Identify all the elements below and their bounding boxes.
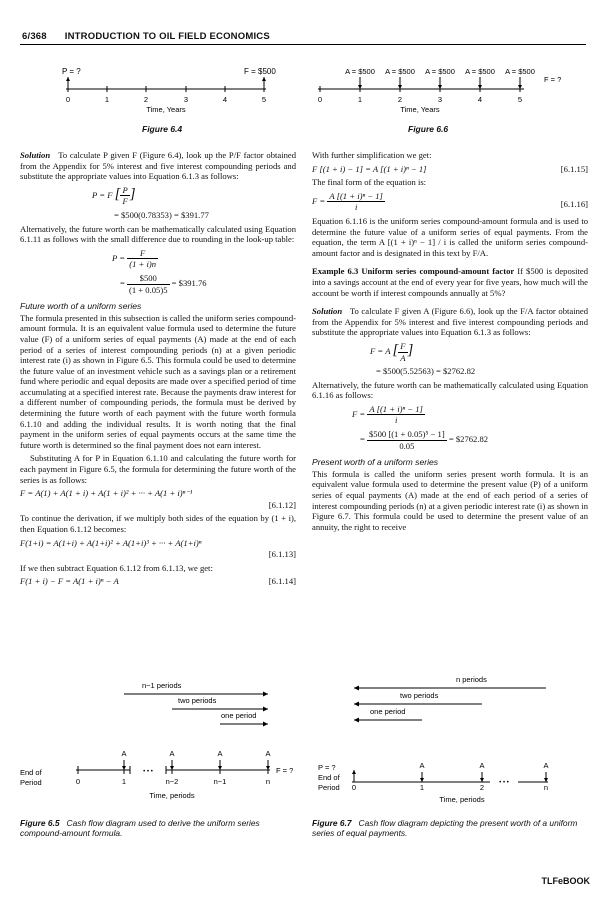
tick-n: n — [265, 777, 271, 786]
eq-pf: P = F [ $\frac{P}{F}$ ] — [92, 184, 136, 207]
eq-fa-value: = $500(5.52563) = $2762.82 — [376, 366, 476, 377]
eq-p-value: = $\frac{\$500}{(1 + 0.05)5}$ = $391.76 — [120, 272, 207, 295]
a-label-1: A = $500 — [345, 67, 375, 76]
eq-p: P = $\frac{F}{(1 + i)n}$ — [112, 247, 157, 270]
label-two-periods: two periods — [400, 691, 439, 700]
tick-n: n — [543, 783, 549, 792]
tick-n-2: n−2 — [165, 777, 179, 786]
end-of-label: End of — [318, 773, 340, 782]
figure-6-7-caption: Figure 6.7 Cash flow diagram depicting the present worth of a uniform series of equal payments. — [312, 818, 578, 839]
eq-f3: = $\frac{\text{\$500 [(1 + 0.05)⁵ − 1]}}{0.05}$ = $2762.82 — [360, 429, 489, 451]
tick-2: 2 — [397, 95, 403, 104]
figure-6-4-caption: Figure 6.4 — [142, 124, 183, 134]
a-2: A — [169, 749, 175, 758]
end-of-label: End of — [20, 768, 42, 777]
a-label-5: A = $500 — [505, 67, 535, 76]
tick-2: 2 — [479, 783, 485, 792]
section-future-worth: Future worth of a uniform series — [20, 301, 142, 312]
axis-label: Time, periods — [149, 791, 195, 800]
tick-3: 3 — [437, 95, 443, 104]
p-label: P = ? — [62, 67, 81, 76]
a-3: A — [543, 761, 549, 770]
eq-6-1-13-number: [6.1.13] — [268, 549, 296, 560]
label-two-periods: two periods — [178, 696, 217, 705]
tick-4: 4 — [222, 95, 228, 104]
eq-f2: F = $\frac{\text{A [(1 + i)ⁿ − 1]}}{i}$ — [352, 403, 423, 426]
paragraph-4: If we then subtract Equation 6.1.12 from 6.1.13, we get: — [20, 562, 213, 573]
tick-n-1: n−1 — [213, 777, 227, 786]
page-number: 6/368 — [22, 31, 47, 42]
figure-6-5 — [20, 676, 306, 808]
tick-1: 1 — [104, 95, 110, 104]
paragraph-3: To continue the derivation, if we multiply both sides of the equation by (1 + i), then Equation 6.1.12 becomes: — [20, 513, 296, 534]
eq-6-1-13: F(1+i) = A(1+i) + A(1+i)² + A(1+i)³ + ··· + A(1+i)ⁿ — [20, 537, 202, 548]
tick-0: 0 — [65, 95, 71, 104]
paragraph-2: Substituting A for P in Equation 6.1.10 and calculating the future worth for each payment in Figure 6.5, the formula for determining the future worth of the series is as follows: — [20, 453, 296, 485]
label-n-periods: n periods — [456, 676, 487, 684]
tick-5: 5 — [261, 95, 267, 104]
tick-0: 0 — [75, 777, 81, 786]
header-rule — [20, 44, 586, 45]
figure-6-4 — [40, 64, 290, 116]
left-column — [20, 150, 296, 590]
footer-watermark: TLFeBOOK — [541, 876, 590, 886]
a-label-4: A = $500 — [465, 67, 495, 76]
p-label: P = ? — [318, 763, 336, 772]
figure-6-6-caption: Figure 6.6 — [408, 124, 449, 134]
figure-6-5-caption: Figure 6.5 Cash flow diagram used to derive the uniform series compound-amount formula. — [20, 818, 260, 839]
paragraph-1: The formula presented in this subsection is called the uniform series compound-amount formula. It is an equivalent value formula used to determine the future value (F) of a uniform series of equal payments (A) made at the end of each period of a series of interest compounding periods (n) at a given periodic interest rate (i) as shown in Figure 6.5. This formula could be used to determine the future value of an investment vehicle such as a savings plan or a retirement fund where periodic and equal deposits are made over a specified period of time accumulating at a specified interest rate. Because the payments draw interest for a different number of compounding periods, the formula must be derived by determining the future worth of each payment with the future worth formula 6.1.10 and adding the individual results. It is worth noting that the final payment in the uniform series of equal payments occurs at the same time the future worth is determined so the final payment does not earn interest. — [20, 312, 296, 450]
paragraph-uniform-series: Equation 6.1.16 is the uniform series compound-amount formula and is used to determine the future value of a uniform series of equal payments. From the equation, the term A [(1 + i)ⁿ − 1] / i is called the uniform series compound-amount factor and is designated in this text by F/A. — [312, 215, 588, 258]
axis-label: Time, Years — [146, 105, 186, 114]
tick-1: 1 — [419, 783, 425, 792]
book-title: INTRODUCTION TO OIL FIELD ECONOMICS — [64, 31, 270, 42]
dots: • • • — [499, 780, 509, 786]
running-header — [22, 31, 270, 42]
label-one-period: one period — [221, 711, 257, 720]
period-label: Period — [318, 783, 340, 792]
eq-fa: F = A [ $\frac{F}{A}$ ] — [370, 340, 414, 363]
eq-6-1-12-number: [6.1.12] — [268, 499, 296, 510]
figure-6-7 — [312, 676, 592, 808]
label-n-1-periods: n−1 periods — [142, 681, 182, 690]
a-1: A — [419, 761, 425, 770]
simplification-text: With further simplification we get: — [312, 150, 432, 160]
label-one-period: one period — [370, 707, 406, 716]
eq-6-1-12: F = A(1) + A(1 + i) + A(1 + i)² + ··· + A(1 + i)ⁿ⁻¹ — [20, 488, 193, 499]
axis-label: Time, Years — [400, 105, 440, 114]
solution-paragraph: Solution To calculate F given A (Figure 6.6), look up the F/A factor obtained from the Appendix for 5% interest and five interest compounding periods and substitute the appropriate values into Equation 6.1.3 as follows: — [312, 306, 588, 338]
f-label: F = $500 — [244, 67, 276, 76]
solution-paragraph: Solution To calculate P given F (Figure 6.4), look up the P/F factor obtained from the Appendix for 5% interest and five interest compounding periods and substitute the appropriate values into Equation 6.1.3 as follows: — [20, 150, 296, 182]
tick-3: 3 — [183, 95, 189, 104]
eq-pf-value: = $500(0.78353) = $391.77 — [114, 209, 209, 220]
final-form-text: The final form of the equation is: — [312, 177, 427, 188]
right-column — [312, 150, 588, 535]
tick-4: 4 — [477, 95, 483, 104]
period-label: Period — [20, 778, 42, 787]
tick-0: 0 — [351, 783, 357, 792]
figure-6-6 — [306, 64, 596, 116]
tick-1: 1 — [121, 777, 127, 786]
example-6-3: Example 6.3 Uniform series compound-amount factor If $500 is deposited into a savings account at the end of every year for five years, how much will the account be worth if interest compounds annually at 5%? — [312, 266, 588, 298]
tick-1: 1 — [357, 95, 363, 104]
a-4: A — [265, 749, 271, 758]
dots: • • • — [143, 769, 153, 775]
a-label-3: A = $500 — [425, 67, 455, 76]
paragraph-present-worth: This formula is called the uniform series present worth formula. It is an equivalent value formula used to determine the present value (P) of a uniform series of equal payments (A) made at the end of each period of a series of interest compounding periods (n) at a given periodic interest rate (i) as shown in Figure 6.7. This formula could be used to determine the present value of an annuity, the right to receive — [312, 468, 588, 532]
eq-6-1-16: F = $\frac{\text{A [(1 + i)ⁿ − 1]}}{i}$ [6.1.16] — [312, 190, 588, 213]
section-present-worth: Present worth of a uniform series — [312, 457, 439, 468]
a-label-2: A = $500 — [385, 67, 415, 76]
f-label: F = ? — [544, 75, 562, 84]
alternative-text: Alternatively, the future worth can be mathematically calculated using Equation 6.1.16 as follows: — [312, 379, 588, 401]
a-3: A — [217, 749, 223, 758]
tick-5: 5 — [517, 95, 523, 104]
eq-6-1-15: F [(1 + i) − 1] = A [(1 + i)ⁿ − 1] [6.1.15] — [312, 163, 588, 174]
axis-label: Time, periods — [439, 795, 485, 804]
tick-0: 0 — [317, 95, 323, 104]
eq-6-1-14: F(1 + i) − F = A(1 + i)ⁿ − A [6.1.14] — [20, 576, 296, 587]
f-label: F = ? — [276, 766, 294, 775]
alternative-paragraph: Alternatively, the future worth can be mathematically calculated using Equation 6.1.11 as follows with the small difference due to rounding in the look-up table: — [20, 223, 296, 245]
tick-2: 2 — [143, 95, 149, 104]
a-1: A — [121, 749, 127, 758]
a-2: A — [479, 761, 485, 770]
